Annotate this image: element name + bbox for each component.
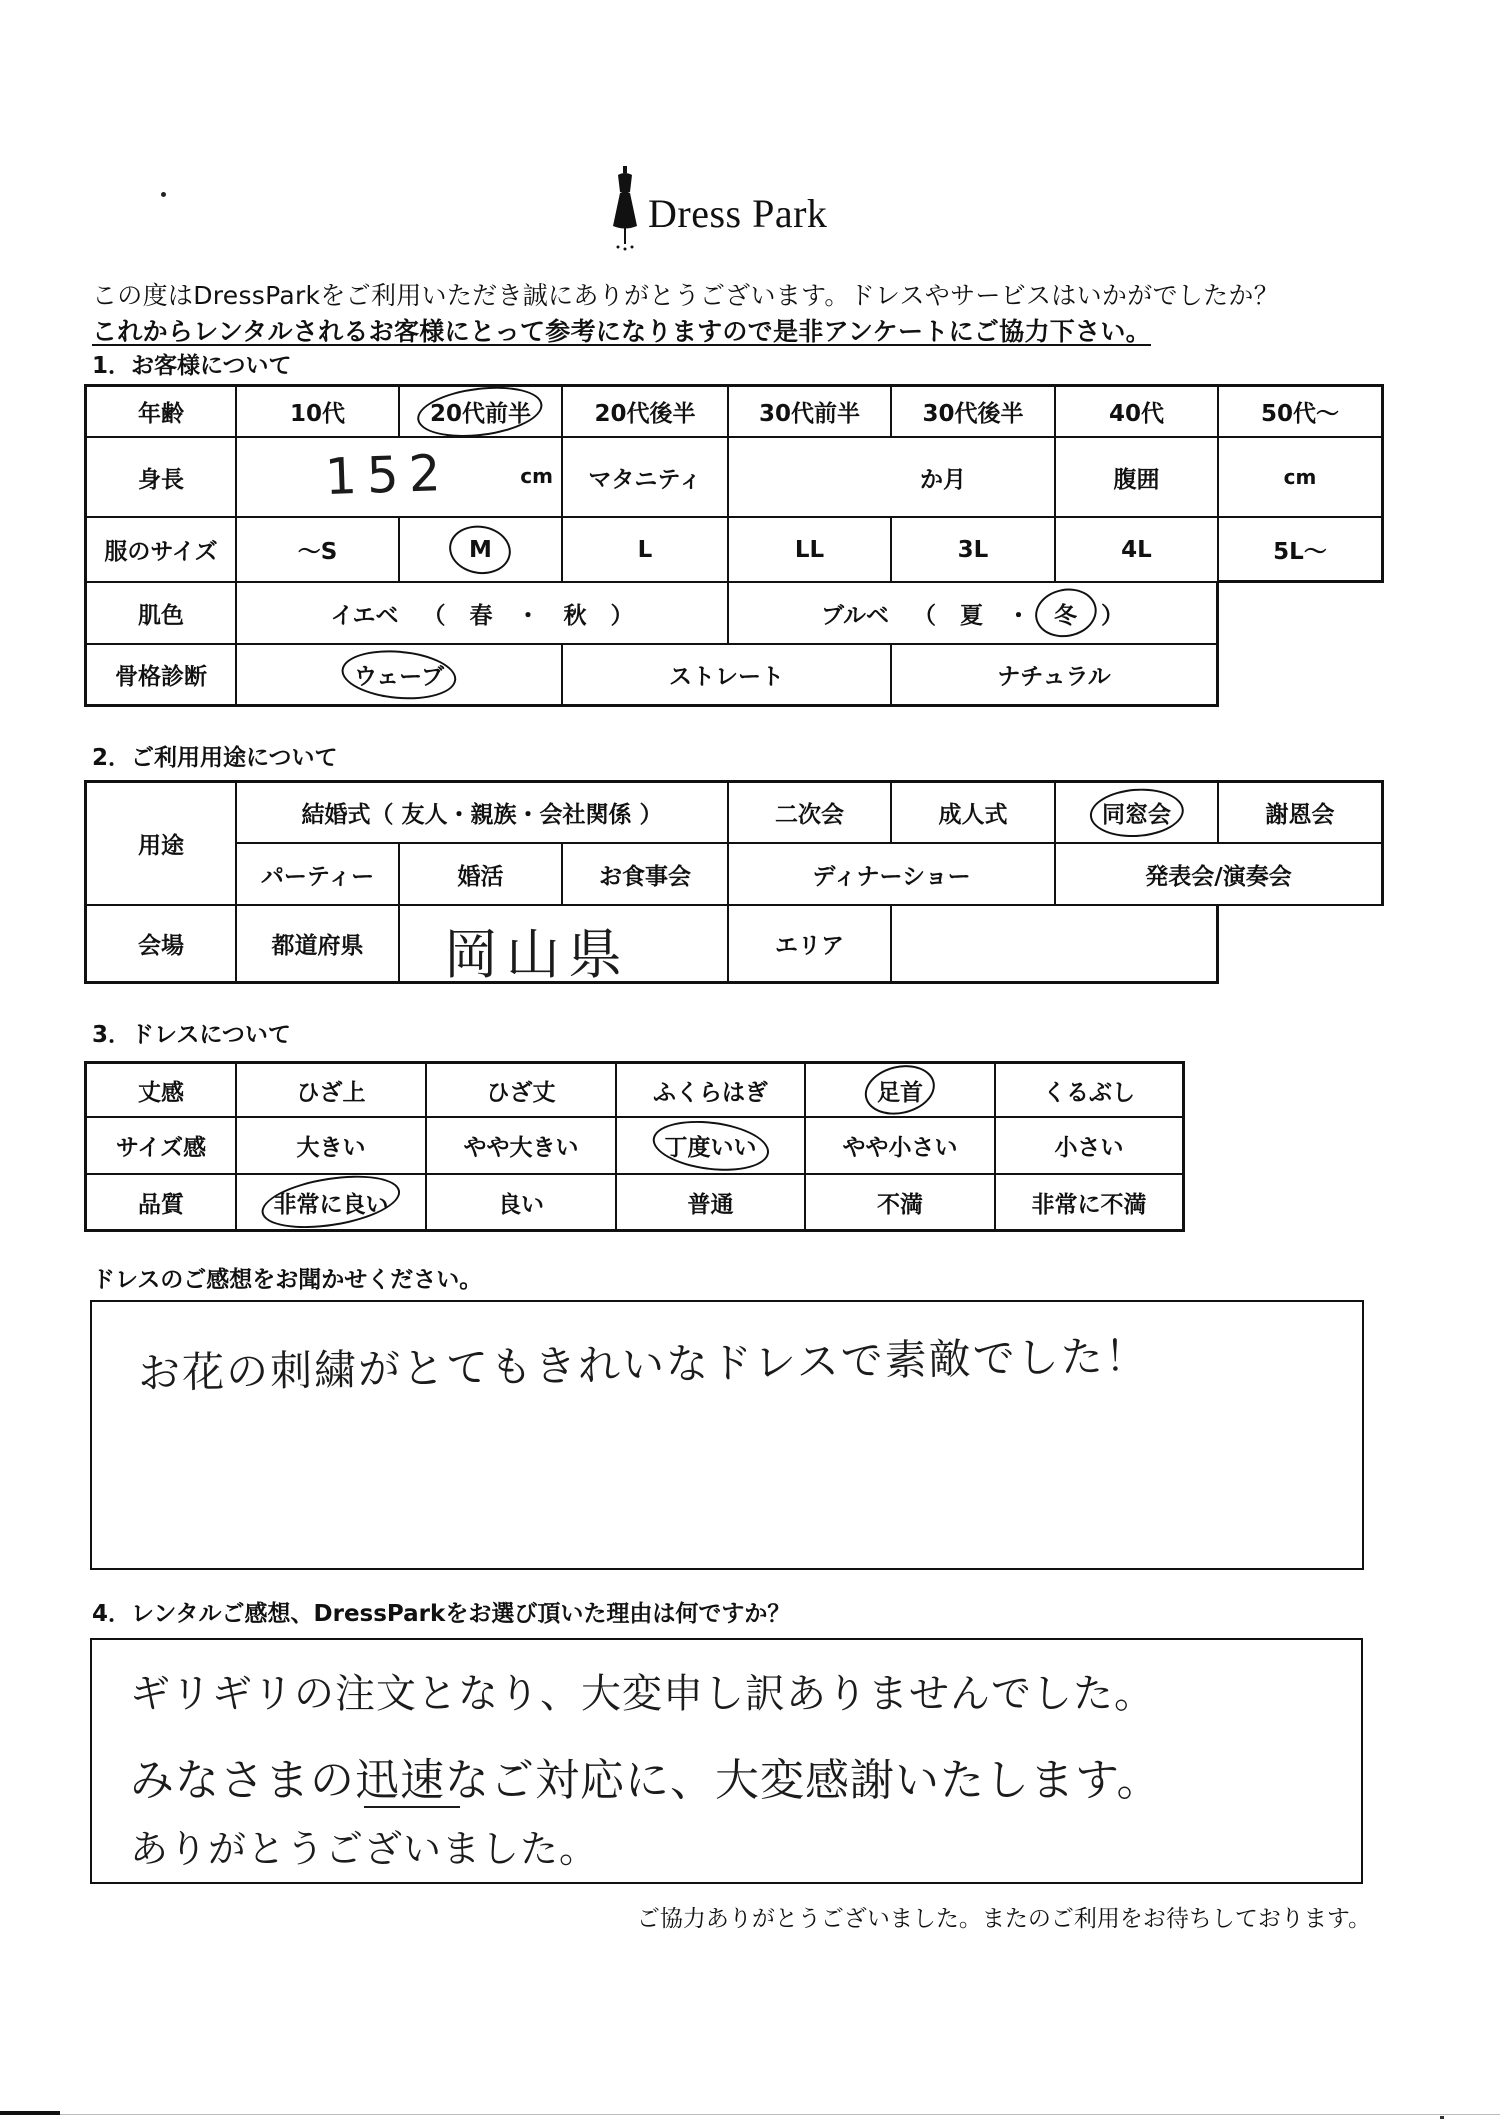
size-option: 3L bbox=[957, 536, 989, 563]
skeleton-option-cell bbox=[892, 645, 1219, 707]
fit-option-cell bbox=[237, 1118, 427, 1175]
height-handwritten-value: 152 bbox=[324, 443, 452, 507]
dress-rating-table bbox=[84, 1061, 1185, 1232]
size-option: LL bbox=[794, 536, 825, 563]
fit-option-cell bbox=[806, 1118, 996, 1175]
purpose-option-cell bbox=[729, 783, 892, 844]
age-option: 30代前半 bbox=[758, 401, 860, 427]
age-option: 20代前半 bbox=[430, 395, 531, 428]
season-option: 冬 bbox=[1054, 597, 1077, 630]
skeleton-label-cell bbox=[87, 645, 237, 707]
feedback-handwritten-line: みなさまの迅速なご対応に、大変感謝いたします。 bbox=[130, 1755, 1162, 1806]
separator-dot: ・ bbox=[1007, 602, 1031, 629]
length-label: 丈感 bbox=[138, 1079, 184, 1106]
age-option: 20代後半 bbox=[594, 401, 696, 427]
section3-heading: 3．ドレスについて bbox=[92, 1022, 291, 1048]
dress-comment-heading: ドレスのご感想をお聞かせください。 bbox=[92, 1267, 483, 1293]
quality-label: 品質 bbox=[138, 1191, 184, 1218]
height-unit: cm bbox=[520, 464, 553, 488]
age-option-cell bbox=[400, 387, 563, 438]
purpose-option: 二次会 bbox=[775, 802, 844, 828]
fit-option: やや小さい bbox=[842, 1135, 958, 1161]
age-option-cell bbox=[729, 387, 892, 438]
age-option: 30代後半 bbox=[922, 401, 1024, 427]
footer-thanks: ご協力ありがとうございました。またのご利用をお待ちしております。 bbox=[636, 1906, 1371, 1932]
fit-label-cell bbox=[87, 1118, 237, 1175]
purpose-label-cell bbox=[87, 783, 237, 906]
brand-name: Dress Park bbox=[648, 191, 828, 236]
dress-comment-box bbox=[90, 1300, 1364, 1570]
length-option: ふくらはぎ bbox=[653, 1079, 768, 1106]
size-option-cell bbox=[563, 518, 729, 583]
fit-option: 大きい bbox=[296, 1135, 366, 1161]
quality-option: 不満 bbox=[877, 1191, 923, 1218]
purpose-option: 同窓会 bbox=[1102, 796, 1171, 829]
quality-label-cell bbox=[87, 1175, 237, 1232]
purpose-option: お食事会 bbox=[599, 863, 691, 890]
waist-label: 腹囲 bbox=[1113, 466, 1160, 493]
length-option-cell bbox=[617, 1064, 806, 1118]
skeleton-option-cell bbox=[563, 645, 892, 707]
hand-drawn-selection-circle bbox=[446, 521, 515, 578]
skeleton-option: ストレート bbox=[669, 664, 784, 690]
season-option: 秋 bbox=[563, 602, 587, 629]
size-option: 5L～ bbox=[1273, 538, 1327, 565]
age-option-cell bbox=[1219, 387, 1384, 438]
area-label: エリア bbox=[775, 933, 844, 959]
purpose-option-cell bbox=[1056, 783, 1219, 844]
quality-option-cell bbox=[237, 1175, 427, 1232]
length-option: くるぶし bbox=[1043, 1079, 1135, 1106]
length-option-cell bbox=[996, 1064, 1185, 1118]
skin-yellow-base-cell bbox=[237, 583, 729, 645]
skeleton-option-cell bbox=[237, 645, 563, 707]
length-option: ひざ上 bbox=[296, 1079, 366, 1106]
age-option-cell bbox=[892, 387, 1056, 438]
separator-dot: ・ bbox=[516, 602, 540, 629]
scan-speck bbox=[1440, 2116, 1444, 2119]
maternity-value-cell bbox=[729, 438, 1056, 518]
length-option: ひざ丈 bbox=[486, 1079, 556, 1106]
waist-unit: cm bbox=[1283, 465, 1317, 489]
season-option: 夏 bbox=[960, 602, 984, 629]
size-option: ～S bbox=[297, 539, 338, 565]
paren-close: ） bbox=[610, 602, 634, 629]
purpose-option-cell bbox=[237, 783, 729, 844]
purpose-option: 婚活 bbox=[457, 863, 504, 890]
size-option-cell bbox=[400, 518, 563, 583]
maternity-unit: か月 bbox=[920, 466, 966, 493]
waist-value-cell bbox=[1219, 438, 1384, 518]
paren-open: （ bbox=[422, 602, 446, 629]
area-value-cell bbox=[892, 906, 1219, 984]
fit-option: 小さい bbox=[1054, 1135, 1124, 1161]
length-label-cell bbox=[87, 1064, 237, 1118]
age-option: 40代 bbox=[1108, 401, 1164, 427]
scan-speck bbox=[161, 192, 166, 197]
skin-label-cell bbox=[87, 583, 237, 645]
skin-group-name: イエベ bbox=[330, 602, 399, 629]
purpose-option-cell bbox=[729, 844, 1056, 906]
size-option-cell bbox=[1056, 518, 1219, 583]
length-option-cell bbox=[806, 1064, 996, 1118]
prefecture-label: 都道府県 bbox=[271, 933, 364, 959]
length-option: 足首 bbox=[877, 1074, 923, 1107]
hand-drawn-selection-circle bbox=[258, 1167, 404, 1237]
fit-option: やや大きい bbox=[463, 1135, 579, 1161]
maternity-label-cell bbox=[563, 438, 729, 518]
size-option: 4L bbox=[1121, 536, 1152, 563]
quality-option-cell bbox=[996, 1175, 1185, 1232]
maternity-label: マタニティ bbox=[588, 466, 702, 493]
area-label-cell bbox=[729, 906, 892, 984]
height-value-cell bbox=[237, 438, 563, 518]
size-option-cell bbox=[237, 518, 400, 583]
age-option: 10代 bbox=[289, 401, 345, 427]
hand-drawn-selection-circle bbox=[339, 645, 458, 703]
intro-line: この度はDressParkをご利用いただき誠にありがとうございます。ドレスやサービスはいかがでしたか？ bbox=[92, 281, 1279, 310]
purpose-option-cell bbox=[1056, 844, 1384, 906]
skin-blue-base-cell bbox=[729, 583, 1219, 645]
dress-form-icon bbox=[612, 166, 638, 252]
hand-drawn-selection-circle bbox=[1030, 583, 1100, 642]
height-label-cell bbox=[87, 438, 237, 518]
size-label-cell bbox=[87, 518, 237, 583]
rental-feedback-box bbox=[90, 1638, 1363, 1884]
purpose-option: 成人式 bbox=[938, 802, 1008, 828]
quality-option: 普通 bbox=[687, 1191, 734, 1218]
age-label: 年齢 bbox=[138, 401, 184, 427]
waist-label-cell bbox=[1056, 438, 1219, 518]
usage-table bbox=[84, 780, 1384, 984]
venue-label: 会場 bbox=[138, 933, 184, 959]
purpose-option-cell bbox=[237, 844, 400, 906]
fit-option-cell bbox=[996, 1118, 1185, 1175]
skeleton-option: ナチュラル bbox=[997, 664, 1111, 690]
age-option-cell bbox=[237, 387, 400, 438]
size-label: 服のサイズ bbox=[104, 539, 218, 565]
paren-close: ） bbox=[1101, 602, 1125, 629]
purpose-option-cell bbox=[892, 783, 1056, 844]
handwritten-underline bbox=[364, 1806, 460, 1808]
height-label: 身長 bbox=[138, 466, 184, 493]
size-option-cell bbox=[1219, 518, 1384, 583]
hand-drawn-selection-circle bbox=[1088, 785, 1185, 840]
purpose-option: 結婚式（ 友人・親族・会社関係 ） bbox=[301, 802, 663, 828]
prefecture-value-cell bbox=[400, 906, 729, 984]
skin-group-name: ブルベ bbox=[820, 602, 890, 629]
fit-option: 丁度いい bbox=[665, 1129, 757, 1162]
prefecture-handwritten-value: 岡山県 bbox=[444, 923, 630, 986]
season-option: 春 bbox=[469, 602, 493, 629]
section2-heading: 2．ご利用用途について bbox=[92, 745, 338, 771]
purpose-option-cell bbox=[1219, 783, 1384, 844]
feedback-handwritten-line: ありがとうございました。 bbox=[130, 1827, 599, 1871]
fit-label: サイズ感 bbox=[115, 1135, 207, 1161]
hand-drawn-selection-circle bbox=[860, 1058, 940, 1121]
section4-heading: 4．レンタルご感想、DressParkをお選び頂いた理由は何ですか？ bbox=[92, 1601, 791, 1627]
feedback-handwritten-line: ギリギリの注文となり、大変申し訳ありませんでした。 bbox=[130, 1671, 1155, 1717]
skeleton-label: 骨格診断 bbox=[115, 664, 207, 690]
length-option-cell bbox=[237, 1064, 427, 1118]
intro-request-line bbox=[92, 312, 1412, 348]
customer-info-table bbox=[84, 384, 1384, 707]
purpose-option-cell bbox=[563, 844, 729, 906]
purpose-option: 謝恩会 bbox=[1265, 802, 1335, 828]
purpose-option: パーティー bbox=[260, 863, 375, 890]
age-option-cell bbox=[1056, 387, 1219, 438]
paren-open: （ bbox=[913, 602, 937, 629]
size-option-cell bbox=[729, 518, 892, 583]
purpose-label: 用途 bbox=[138, 833, 184, 859]
length-option-cell bbox=[427, 1064, 617, 1118]
purpose-option: 発表会/演奏会 bbox=[1145, 863, 1292, 890]
purpose-option-cell bbox=[400, 844, 563, 906]
age-label-cell bbox=[87, 387, 237, 438]
skin-label: 肌色 bbox=[138, 602, 184, 629]
skeleton-option: ウェーブ bbox=[354, 658, 444, 691]
scan-edge-mark bbox=[0, 2111, 60, 2115]
venue-label-cell bbox=[87, 906, 237, 984]
age-option-cell bbox=[563, 387, 729, 438]
brand-logo bbox=[612, 166, 852, 254]
fit-option-cell bbox=[427, 1118, 617, 1175]
age-option: 50代～ bbox=[1260, 401, 1339, 427]
quality-option-cell bbox=[806, 1175, 996, 1232]
quality-option: 非常に不満 bbox=[1031, 1191, 1147, 1218]
size-option-cell bbox=[892, 518, 1056, 583]
quality-option: 良い bbox=[498, 1191, 544, 1218]
size-option: M bbox=[469, 537, 492, 563]
section1-heading: 1．お客様について bbox=[92, 353, 292, 379]
quality-option: 非常に良い bbox=[274, 1186, 389, 1219]
quality-option-cell bbox=[427, 1175, 617, 1232]
quality-option-cell bbox=[617, 1175, 806, 1232]
fit-option-cell bbox=[617, 1118, 806, 1175]
size-option: L bbox=[637, 536, 653, 563]
hand-drawn-selection-circle bbox=[415, 380, 546, 443]
dress-comment-handwritten: お花の刺繍がとてもきれいなドレスで素敵でした！ bbox=[137, 1331, 1150, 1398]
scan-edge-line bbox=[0, 2114, 1500, 2115]
hand-drawn-selection-circle bbox=[649, 1114, 771, 1176]
prefecture-label-cell bbox=[237, 906, 400, 984]
purpose-option: ディナーショー bbox=[812, 863, 971, 890]
intro-request-text: これからレンタルされるお客様にとって参考になりますので是非アンケートにご協力下さい。 bbox=[92, 317, 1151, 346]
